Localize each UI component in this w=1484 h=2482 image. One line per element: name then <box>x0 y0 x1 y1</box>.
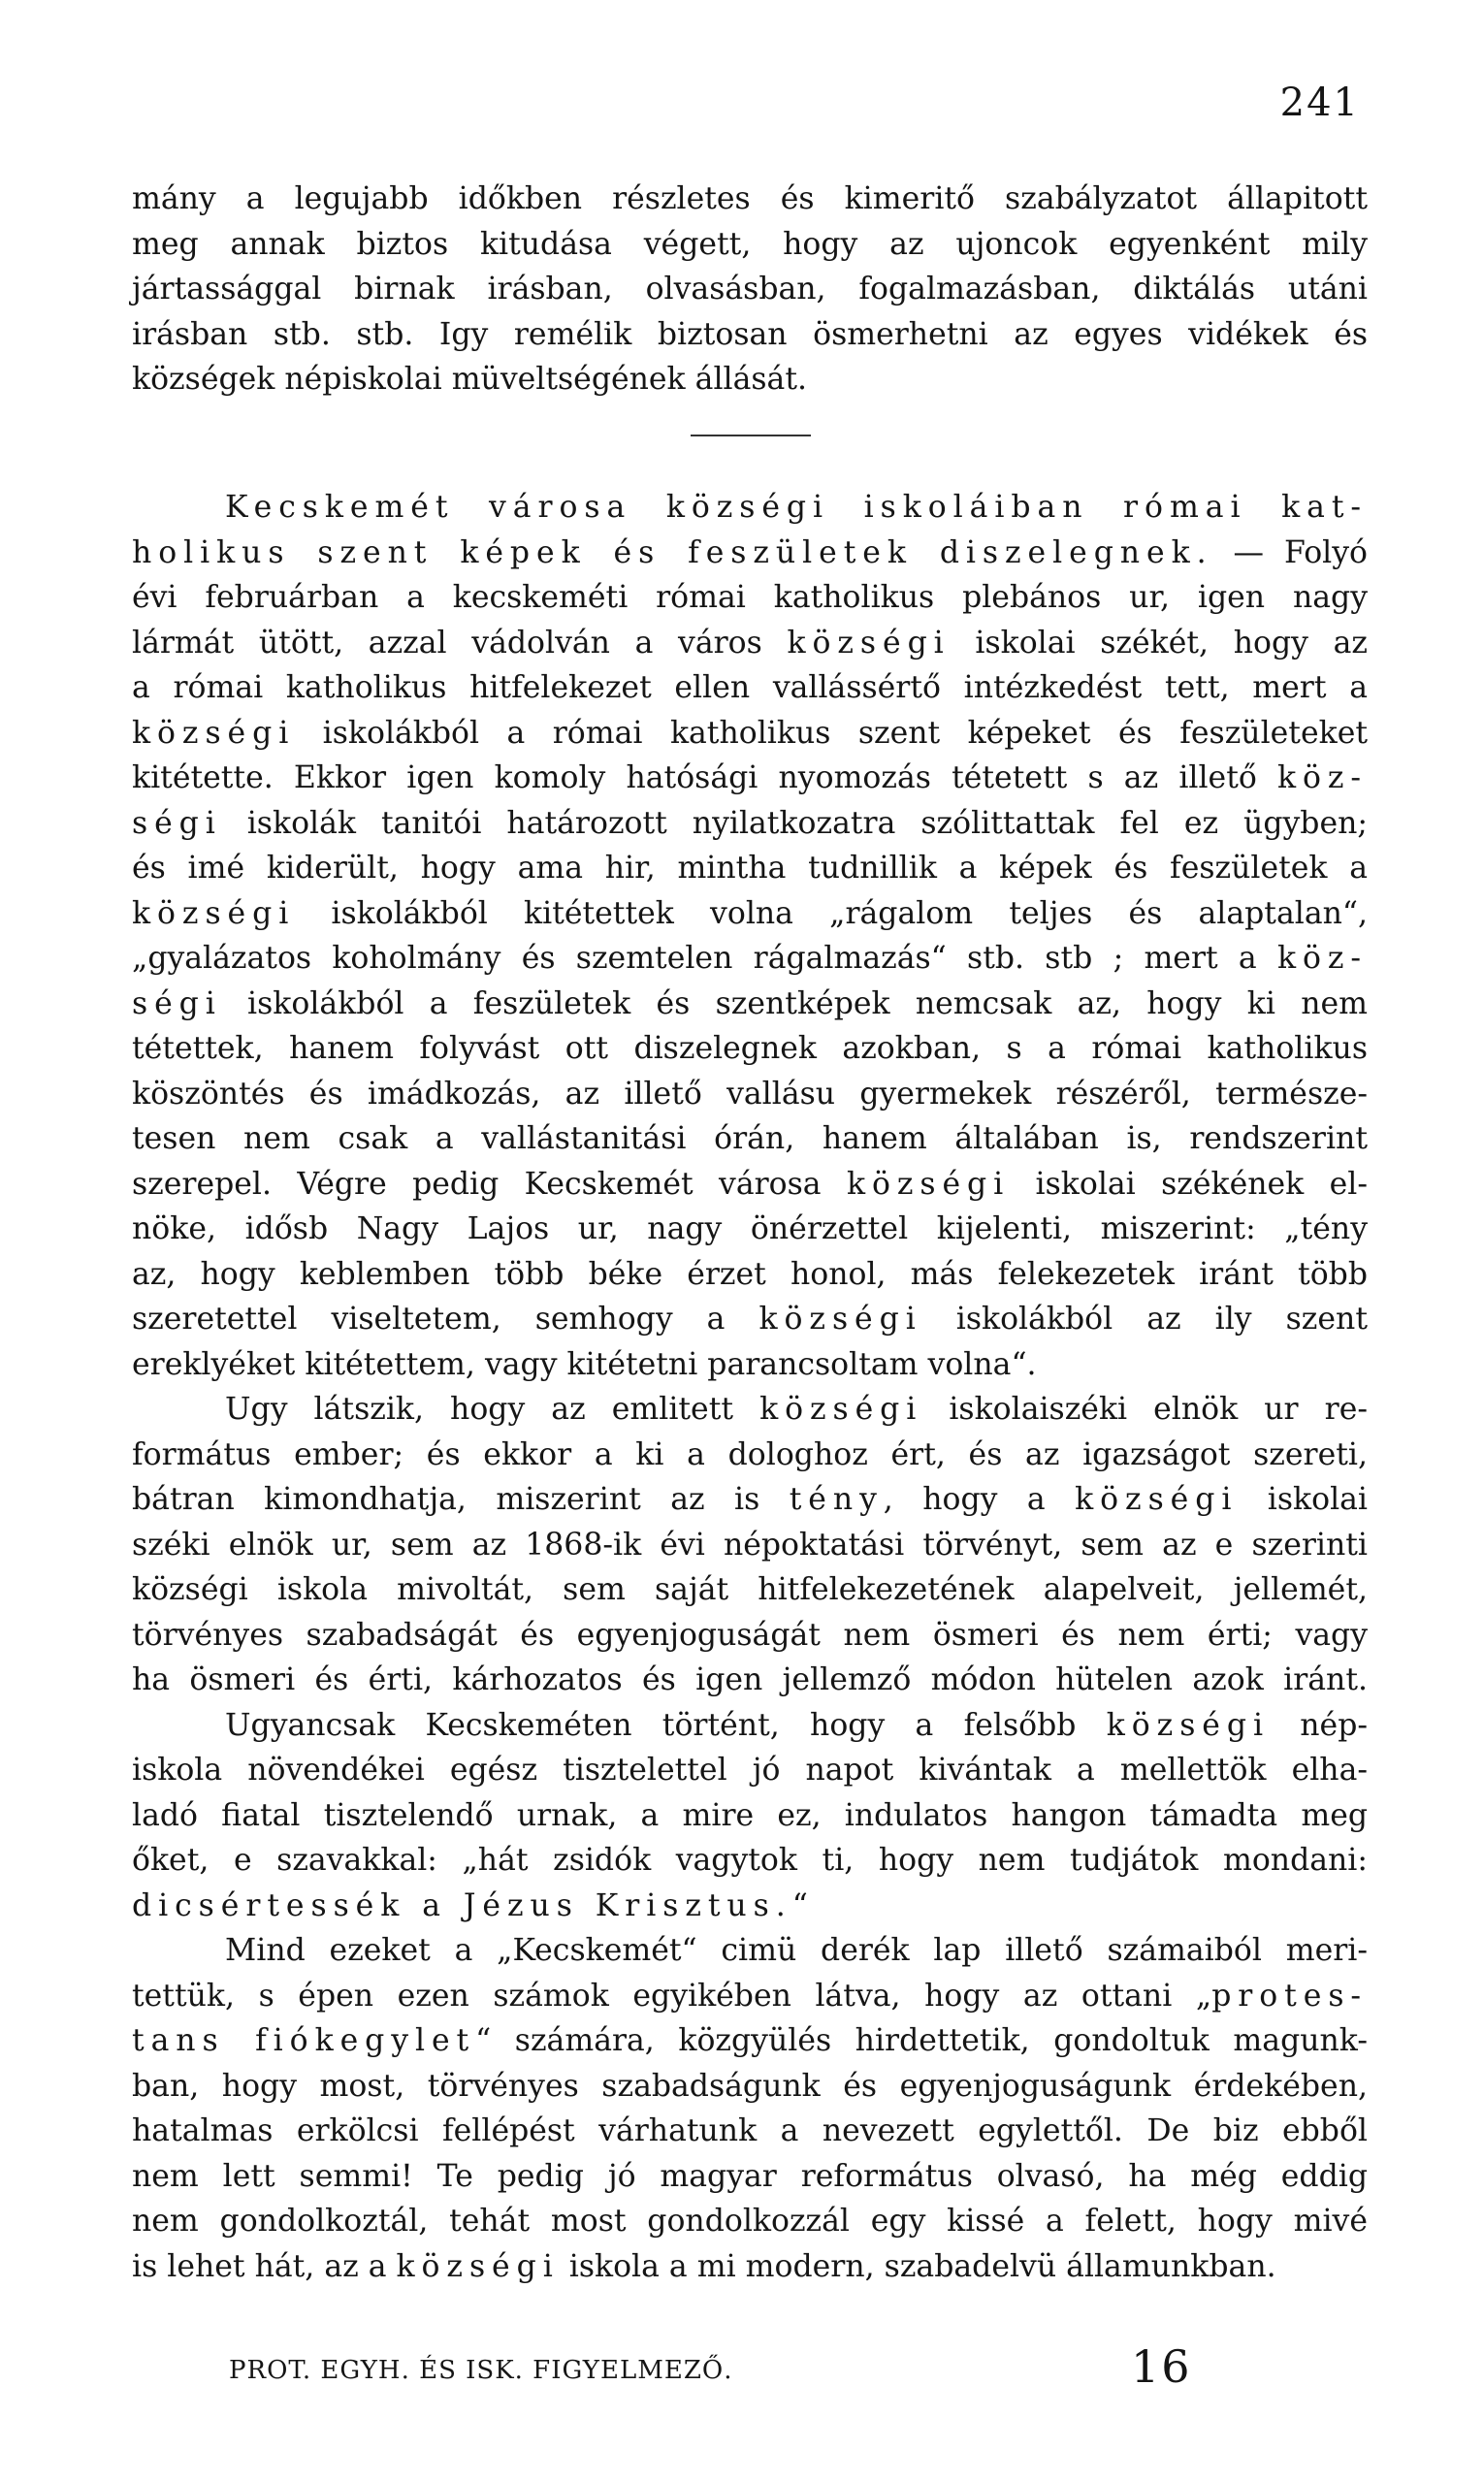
text-segment: kitétette. Ekkor igen komoly hatósági nyomozás tétetett s az illető <box>132 760 1277 795</box>
text-line <box>132 711 1368 757</box>
text-segment: iskolákból az ily szent <box>921 1302 1368 1337</box>
text-line <box>132 1387 1368 1433</box>
text-segment: bátran kimondhatja, miszerint az is <box>132 1482 790 1517</box>
emphasized-text: községi <box>132 715 296 751</box>
text-line <box>132 665 1368 711</box>
text-segment: ban, hogy most, törvényes szabadságunk és egyenjoguságunk érdekében, <box>132 2068 1368 2104</box>
emphasized-text: ségi <box>132 805 222 841</box>
text-line <box>132 1523 1368 1568</box>
emphasized-text: köz- <box>1276 760 1368 795</box>
text-line <box>132 1026 1368 1072</box>
text-segment: szeretettel viseltetem, semhogy a <box>132 1302 759 1337</box>
text-line <box>132 2064 1368 2110</box>
text-segment: — Folyó <box>1212 534 1368 570</box>
text-line <box>132 621 1368 666</box>
text-line <box>132 575 1368 621</box>
text-line <box>132 1297 1368 1342</box>
text-segment: iskola a mi modern, szabadelvü államunkban. <box>559 2248 1276 2284</box>
text-line <box>132 2154 1368 2200</box>
text-segment: széki elnök ur, sem az 1868-ik évi népoktatási törvényt, sem az e szerinti <box>132 1527 1368 1563</box>
text-line: községek népiskolai müveltségének állását. <box>132 362 807 397</box>
text-line: mány a legujabb időkben részletes és kimeritő szabályzatot állapitott <box>132 181 1368 216</box>
text-segment: iskola növendékei egész tisztelettel jó napot kivántak a mellettök elha- <box>132 1753 1368 1788</box>
emphasized-text: ségi <box>132 985 222 1021</box>
text-line <box>132 485 1368 531</box>
text-segment: köszöntés és imádkozás, az illető vallásu gyermekek részéről, természe- <box>132 1076 1368 1112</box>
text-segment: szerepel. Végre pedig Kecskemét városa <box>132 1166 847 1202</box>
text-segment: iskolákból kitétettek volna „rágalom teljes és alaptalan“, <box>295 895 1368 931</box>
emphasized-text: tény <box>789 1482 884 1517</box>
text-segment: évi februárban a kecskeméti római katholikus plebános ur, igen nagy <box>132 580 1368 615</box>
emphasized-text: protes- <box>1211 1978 1368 2014</box>
emphasized-text: községi <box>787 625 951 661</box>
page-number: 241 <box>1279 81 1360 125</box>
text-segment: lármát ütött, azzal vádolván a város <box>132 625 788 661</box>
text-segment: iskolákból a római katholikus szent képeket és feszületeket <box>295 715 1368 751</box>
emphasized-text: községi <box>132 895 296 931</box>
text-segment: őket, e szavakkal: „hát zsidók vagytok ti, hogy nem tudjátok mondani: <box>132 1843 1368 1878</box>
text-line <box>132 1252 1368 1298</box>
signature-mark: 16 <box>1131 2340 1192 2393</box>
emphasized-text: Kecskemét városa községi iskoláiban római kat- <box>225 490 1368 525</box>
text-line <box>132 1974 1368 2019</box>
text-segment: tettük, s épen ezen számok egyikében látva, hogy az ottani „ <box>132 1978 1212 2014</box>
text-line <box>132 846 1368 891</box>
text-segment: tesen nem csak a vallástanitási órán, hanem általában is, rendszerint <box>132 1121 1368 1156</box>
text-line <box>132 1838 1368 1884</box>
text-line <box>132 2199 1368 2244</box>
text-line <box>132 1793 1368 1839</box>
text-segment: is lehet hát, az a <box>132 2248 397 2284</box>
text-segment: az, hogy keblemben több béke érzet honol, más felekezetek iránt több <box>132 1256 1368 1292</box>
text-line <box>132 2018 1368 2064</box>
text-line <box>132 1162 1368 1208</box>
text-segment: iskolák tanitói határozott nyilatkozatra szólittattak fel ez ügyben; <box>221 805 1368 841</box>
text-segment: a római katholikus hitfelekezet ellen vallássértő intézkedést tett, mert a <box>132 670 1368 705</box>
text-line <box>132 756 1368 801</box>
text-line <box>132 801 1368 847</box>
footer-journal-title: PROT. EGYH. ÉS ISK. FIGYELMEZŐ. <box>229 2356 733 2385</box>
text-line <box>132 1116 1368 1162</box>
paragraph-kecskemet <box>132 485 1368 2289</box>
text-segment: iskolai székének el- <box>1010 1166 1368 1202</box>
text-line <box>132 531 1368 576</box>
text-segment: ladó fiatal tisztelendő urnak, a mire ez, indulatos hangon támadta meg <box>132 1797 1368 1833</box>
text-line <box>132 1433 1368 1478</box>
text-segment: és imé kiderült, hogy ama hir, mintha tudnillik a képek és feszületek a <box>132 851 1368 886</box>
text-line <box>132 1703 1368 1749</box>
text-line <box>132 982 1368 1027</box>
text-line <box>132 1613 1368 1659</box>
text-segment: “ számára, közgyülés hirdettetik, gondoltuk magunk- <box>475 2023 1368 2058</box>
text-segment: iskolaiszéki elnök ur re- <box>922 1392 1368 1427</box>
emphasized-text: községi <box>759 1392 923 1427</box>
text-segment: hatalmas erkölcsi fellépést várhatunk a nevezett egylettől. De biz ebből <box>132 2113 1368 2148</box>
text-segment: ereklyéket kitétettem, vagy kitétetni parancsoltam volna“. <box>132 1346 1037 1382</box>
text-line <box>132 1567 1368 1613</box>
text-line <box>132 1207 1368 1252</box>
emphasized-text: holikus szent képek és feszületek diszelegnek. <box>132 534 1213 570</box>
text-segment: nem lett semmi! Te pedig jó magyar református olvasó, ha még eddig <box>132 2158 1368 2194</box>
text-segment: nem gondolkoztál, tehát most gondolkozzál egy kissé a felett, hogy mivé <box>132 2204 1368 2239</box>
text-line <box>132 1658 1368 1703</box>
emphasized-text: dicsértessék a Jézus Krisztus. <box>132 1887 792 1923</box>
text-line: irásban stb. stb. Igy remélik biztosan ösmerhetni az egyes vidékek és <box>132 316 1368 352</box>
text-segment: „gyalázatos koholmány és szemtelen rágalmazás“ stb. stb ; mert a <box>132 941 1277 976</box>
text-line: meg annak biztos kitudása végett, hogy az ujoncok egyenként mily <box>132 226 1368 262</box>
text-segment: községi iskola mivoltát, sem saját hitfelekezetének alapelveit, jellemét, <box>132 1572 1368 1607</box>
emphasized-text: községi <box>1106 1707 1270 1743</box>
text-segment: iskolai <box>1238 1482 1369 1517</box>
text-line <box>132 1884 1368 1929</box>
text-segment: ha ösmeri és érti, kárhozatos és igen jellemző módon hütelen azok iránt. <box>132 1662 1368 1697</box>
section-divider <box>691 435 811 436</box>
emphasized-text: köz- <box>1276 941 1368 976</box>
text-segment: Ugy látszik, hogy az emlitett <box>225 1392 760 1427</box>
text-segment: nép- <box>1269 1707 1368 1743</box>
text-line <box>132 891 1368 937</box>
text-segment: iskolai székét, hogy az <box>950 625 1368 661</box>
text-segment: “ <box>791 1887 808 1923</box>
text-line: jártassággal birnak irásban, olvasásban, fogalmazásban, diktálás utáni <box>132 272 1368 306</box>
text-segment: tétettek, hanem folyvást ott diszelegnek azokban, s a római katholikus <box>132 1031 1368 1066</box>
text-segment: nöke, idősb Nagy Lajos ur, nagy önérzettel kijelenti, miszerint: „tény <box>132 1211 1368 1246</box>
text-segment: iskolákból a feszületek és szentképek nemcsak az, hogy ki nem <box>221 985 1368 1021</box>
text-segment: Ugyancsak Kecskeméten történt, hogy a felsőbb <box>225 1707 1107 1743</box>
text-segment: , hogy a <box>883 1482 1076 1517</box>
text-line <box>132 1072 1368 1117</box>
paragraph-intro <box>132 177 1368 403</box>
emphasized-text: tans fiókegylet <box>132 2023 476 2058</box>
text-line <box>132 1477 1368 1523</box>
text-line <box>132 1342 1368 1388</box>
text-line <box>132 1928 1368 1974</box>
text-segment: formátus ember; és ekkor a ki a dologhoz ért, és az igazságot szereti, <box>132 1436 1368 1472</box>
emphasized-text: községi <box>1075 1482 1239 1517</box>
emphasized-text: községi <box>758 1302 922 1337</box>
text-line <box>132 936 1368 982</box>
text-segment: Mind ezeket a „Kecskemét“ cimü derék lap illető számaiból meri- <box>225 1933 1368 1968</box>
text-line <box>132 2244 1368 2290</box>
emphasized-text: községi <box>396 2248 560 2284</box>
text-line <box>132 1748 1368 1793</box>
text-segment: törvényes szabadságát és egyenjoguságát nem ösmeri és nem érti; vagy <box>132 1617 1368 1653</box>
text-line <box>132 2109 1368 2154</box>
emphasized-text: községi <box>846 1166 1011 1202</box>
